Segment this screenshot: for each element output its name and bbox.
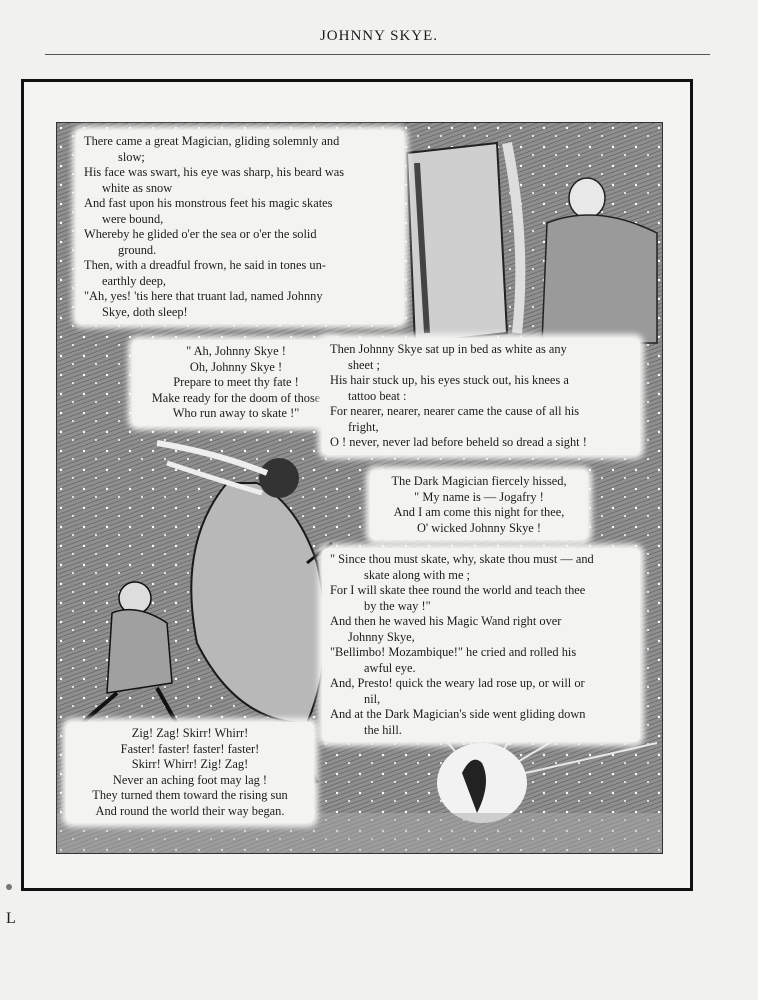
verse-line: Prepare to meet thy fate ! xyxy=(173,375,299,389)
verse-ah-johnny-skye xyxy=(132,340,340,426)
verse-line: There came a great Magician, gliding solemnly and xyxy=(84,134,340,148)
verse-line: Then Johnny Skye sat up in bed as white as any xyxy=(330,342,567,356)
verse-johnny-sat-up xyxy=(322,338,640,455)
verse-line: skate along with me ; xyxy=(364,567,470,582)
verse-line: O ! never, never lad before beheld so dread a sight ! xyxy=(330,435,587,449)
verse-line: sheet ; xyxy=(348,357,380,372)
verse-dark-magician-hissed xyxy=(370,470,588,540)
verse-line: His hair stuck up, his eyes stuck out, his knees a xyxy=(330,373,569,387)
verse-line: nil, xyxy=(364,691,381,706)
running-head-title: JOHNNY SKYE. xyxy=(319,28,439,44)
verse-line: Who run away to skate !" xyxy=(172,406,300,420)
header-rule xyxy=(45,54,710,55)
page-edge-dot xyxy=(6,884,12,890)
verse-line: Skirr! Whirr! Zig! Zag! xyxy=(131,757,249,771)
verse-line: They turned them toward the rising sun xyxy=(92,788,288,802)
verse-line: "Ah, yes! 'tis here that truant lad, named Johnny xyxy=(84,289,323,303)
verse-line: Oh, Johnny Skye ! xyxy=(189,359,283,374)
verse-line: Then, with a dreadful frown, he said in tones un- xyxy=(84,258,326,272)
verse-line: And fast upon his monstrous feet his magic skates xyxy=(84,196,333,210)
verse-line: earthly deep, xyxy=(102,273,166,288)
verse-line: " Ah, Johnny Skye ! xyxy=(186,344,286,358)
verse-line: Whereby he glided o'er the sea or o'er the solid xyxy=(84,227,317,241)
verse-line: And at the Dark Magician's side went gliding down xyxy=(330,707,586,721)
verse-line: O' wicked Johnny Skye ! xyxy=(416,520,542,535)
verse-line: And round the world their way began. xyxy=(95,803,285,818)
verse-line: Make ready for the doom of those xyxy=(151,390,321,405)
verse-line: The Dark Magician fiercely hissed, xyxy=(391,474,567,488)
verse-line: "Bellimbo! Mozambique!" he cried and rolled his xyxy=(330,645,577,659)
verse-line: awful eye. xyxy=(364,660,416,675)
verse-line: fright, xyxy=(348,419,379,434)
verse-line: by the way !" xyxy=(364,598,431,613)
verse-line: For nearer, nearer, nearer came the cause of all his xyxy=(330,404,580,418)
verse-line: slow; xyxy=(118,149,145,164)
verse-line: Skye, doth sleep! xyxy=(102,304,188,319)
verse-line: " My name is — Jogafry ! xyxy=(414,489,544,504)
verse-line: Zig! Zag! Skirr! Whirr! xyxy=(131,726,249,740)
verse-line: And I am come this night for thee, xyxy=(393,505,565,519)
verse-line: And then he waved his Magic Wand right over xyxy=(330,614,562,628)
verse-line: the hill. xyxy=(364,722,402,737)
verse-line: For I will skate thee round the world and teach thee xyxy=(330,583,586,597)
verse-line: Never an aching foot may lag ! xyxy=(112,772,268,787)
verse-line: were bound, xyxy=(102,211,164,226)
verse-zig-zag xyxy=(66,722,314,823)
verse-line: Faster! faster! faster! faster! xyxy=(120,741,260,756)
verse-line: tattoo beat : xyxy=(348,388,407,403)
verse-line: " Since thou must skate, why, skate thou must — and xyxy=(330,552,594,566)
verse-line: And, Presto! quick the weary lad rose up, or will or xyxy=(330,676,585,690)
verse-line: Johnny Skye, xyxy=(348,629,415,644)
verse-line: ground. xyxy=(118,242,157,257)
verse-line: His face was swart, his eye was sharp, his beard was xyxy=(84,165,345,179)
verse-great-magician xyxy=(76,130,404,324)
verse-since-thou-must-skate xyxy=(322,548,640,742)
verse-line: white as snow xyxy=(102,180,173,195)
page-edge-letter: L xyxy=(6,910,16,927)
